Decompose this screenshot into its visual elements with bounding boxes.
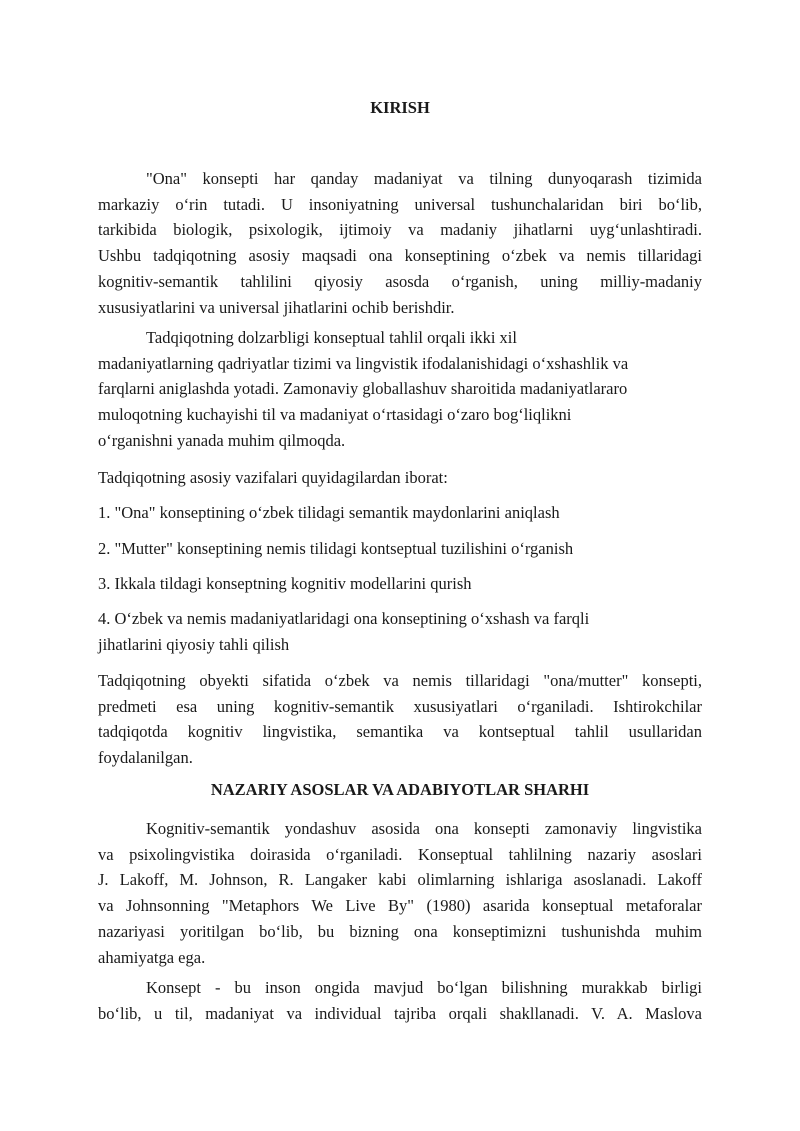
text-line: Tadqiqotning dolzarbligi konseptual tahlil orqali ikki xil bbox=[146, 328, 517, 347]
section-heading-intro: KIRISH bbox=[370, 98, 430, 117]
text-line: va psixolingvistika doirasida o‘rganiladi. Konseptual tahlilning nazariy asoslari bbox=[98, 844, 702, 864]
text-line: muloqotning kuchayishi til va madaniyat o‘rtasidagi o‘zaro bog‘liqlikni bbox=[98, 405, 572, 425]
task-item-4 bbox=[98, 606, 702, 657]
text-line: "Ona" konsepti har qanday madaniyat va tilning dunyoqarash tizimida bbox=[146, 169, 702, 188]
task-item-2: 2. "Mutter" konseptining nemis tilidagi kontseptual tuzilishini o‘rganish bbox=[98, 539, 574, 558]
text-line: jihatlarini qiyosiy tahli qilish bbox=[98, 634, 290, 654]
text-line: nazariyasi yoritilgan bo‘lib, bu bizning ona konseptimizni tushunishda muhim bbox=[98, 921, 702, 941]
tasks-intro: Tadqiqotning asosiy vazifalari quyidagilardan iborat: bbox=[98, 468, 448, 487]
text-line: ahamiyatga ega. bbox=[98, 947, 206, 967]
text-line: bo‘lib, u til, madaniyat va individual tajriba orqali shakllanadi. V. A. Maslova bbox=[98, 1003, 702, 1023]
text-line: foydalanilgan. bbox=[98, 748, 193, 768]
text-line: kognitiv-semantik tahlilini qiyosiy asosda o‘rganish, uning milliy-madaniy bbox=[98, 271, 702, 291]
text-line: 4. O‘zbek va nemis madaniyatlaridagi ona konseptining o‘xshash va farqli bbox=[98, 609, 590, 628]
text-line: xususiyatlarini va universal jihatlarini ochib berishdir. bbox=[98, 297, 455, 317]
text-line: tarkibida biologik, psixologik, ijtimoiy va madaniy jihatlarni uyg‘unlashtiradi. bbox=[98, 220, 702, 240]
text-line: Ushbu tadqiqotning asosiy maqsadi ona konseptining o‘zbek va nemis tillaridagi bbox=[98, 246, 702, 266]
text-line: farqlarni aniglashda yotadi. Zamonaviy globallashuv sharoitida madaniyatlararo bbox=[98, 379, 628, 399]
text-line: o‘rganishni yanada muhim qilmoqda. bbox=[98, 430, 346, 450]
task-item-1: 1. "Ona" konseptining o‘zbek tilidagi semantik maydonlarini aniqlash bbox=[98, 503, 560, 522]
text-line: J. Lakoff, M. Johnson, R. Langaker kabi olimlarning ishlariga asoslanadi. Lakoff bbox=[98, 870, 702, 890]
section-heading-theory: NAZARIY ASOSLAR VA ADABIYOTLAR SHARHI bbox=[210, 780, 590, 799]
text-line: predmeti esa uning kognitiv-semantik xususiyatlari o‘rganiladi. Ishtirokchilar bbox=[98, 696, 702, 716]
text-line: madaniyatlarning qadriyatlar tizimi va lingvistik ifodalanishidagi o‘xshashlik va bbox=[98, 353, 629, 373]
text-line: markaziy o‘rin tutadi. U insoniyatning universal tushunchalaridan biri bo‘lib, bbox=[98, 194, 702, 214]
intro-paragraph-3 bbox=[98, 668, 702, 771]
text-line: va Johnsonning "Metaphors We Live By" (1980) asarida konseptual metaforalar bbox=[98, 896, 702, 916]
text-line: Kognitiv-semantik yondashuv asosida ona konsepti zamonaviy lingvistika bbox=[146, 819, 702, 838]
theory-paragraph-1 bbox=[98, 816, 702, 970]
task-item-3: 3. Ikkala tildagi konseptning kognitiv modellarini qurish bbox=[98, 574, 472, 593]
theory-paragraph-2 bbox=[98, 975, 702, 1026]
intro-paragraph-1 bbox=[98, 166, 702, 320]
intro-paragraph-2 bbox=[98, 325, 702, 454]
text-line: tadqiqotda kognitiv lingvistika, semantika va kontseptual tahlil usullaridan bbox=[98, 722, 702, 742]
text-line: Tadqiqotning obyekti sifatida o‘zbek va nemis tillaridagi "ona/mutter" konsepti, bbox=[98, 671, 702, 690]
text-line: Konsept - bu inson ongida mavjud bo‘lgan bilishning murakkab birligi bbox=[146, 978, 702, 997]
